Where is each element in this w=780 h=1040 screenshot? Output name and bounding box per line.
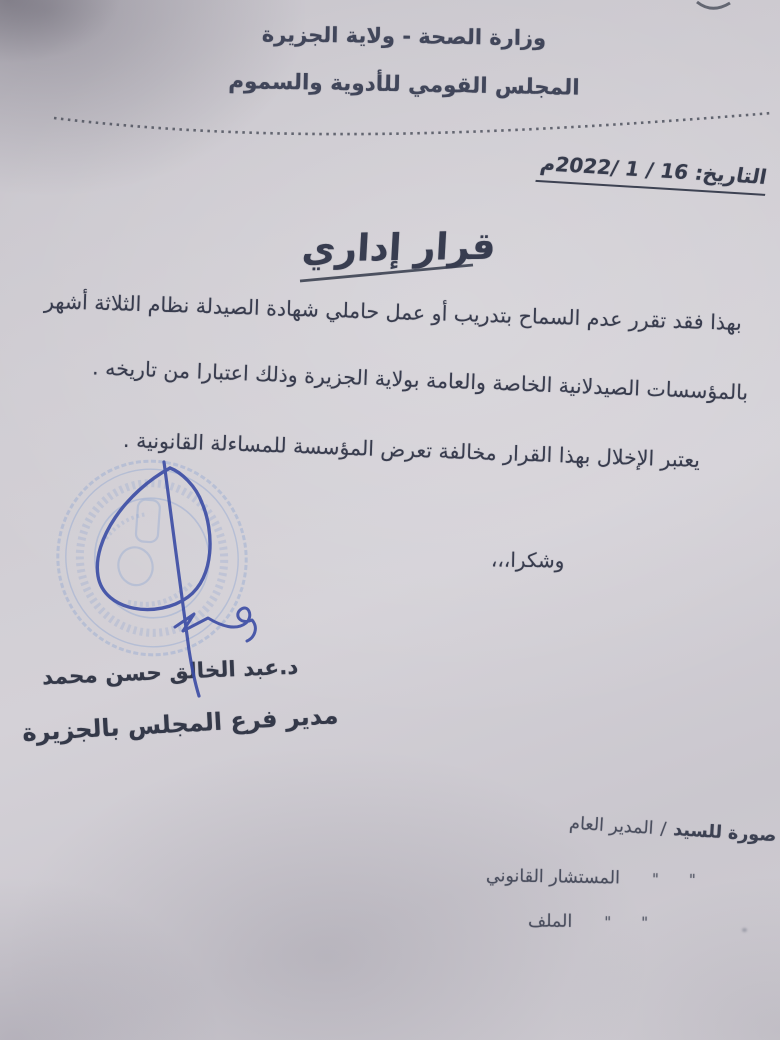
date-line: التاريخ: 16 / 1 /2022م	[535, 151, 770, 196]
cc-line-general-director	[568, 814, 776, 847]
cc-line-file	[528, 911, 648, 932]
body-line-3: يعتبر الإخلال بهذا القرار مخالفة تعرض المؤسسة للمساءلة القانونية .	[122, 427, 701, 473]
cc-line-legal-advisor	[486, 866, 696, 890]
closing-thanks: وشكرا،،،	[490, 547, 565, 573]
cc-separator: /	[659, 819, 667, 840]
signer-name: د.عبد الخالق حسن محمد	[41, 654, 299, 691]
body-line-2: بالمؤسسات الصيدلانية الخاصة والعامة بولاية الجزيرة وذلك اعتبارا من تاريخه .	[91, 355, 749, 405]
signer-role: مدير فرع المجلس بالجزيرة	[21, 701, 340, 747]
dotted-separator	[54, 113, 772, 134]
ministry-header: وزارة الصحة - ولاية الجزيرة	[261, 22, 547, 51]
cc-label: صورة للسيد	[672, 820, 777, 847]
paper-edge-mark	[697, 2, 730, 8]
cc-recipient-general-director: المدير العام	[568, 813, 654, 839]
ditto-mark: "	[652, 870, 660, 889]
ditto-mark: "	[688, 870, 697, 889]
cc-recipient-file: الملف	[527, 911, 573, 932]
paper-speck	[742, 928, 747, 932]
body-line-1: بهذا فقد تقرر عدم السماح بتدريب أو عمل حاملي شهادة الصيدلة نظام الثلاثة أشهر	[43, 289, 743, 335]
council-header: المجلس القومي للأدوية والسموم	[228, 68, 580, 101]
ditto-mark: "	[641, 913, 649, 932]
cc-recipient-legal-advisor: المستشار القانوني	[486, 866, 621, 889]
decision-title: قرار إداري	[300, 224, 497, 271]
ditto-mark: "	[604, 913, 612, 932]
